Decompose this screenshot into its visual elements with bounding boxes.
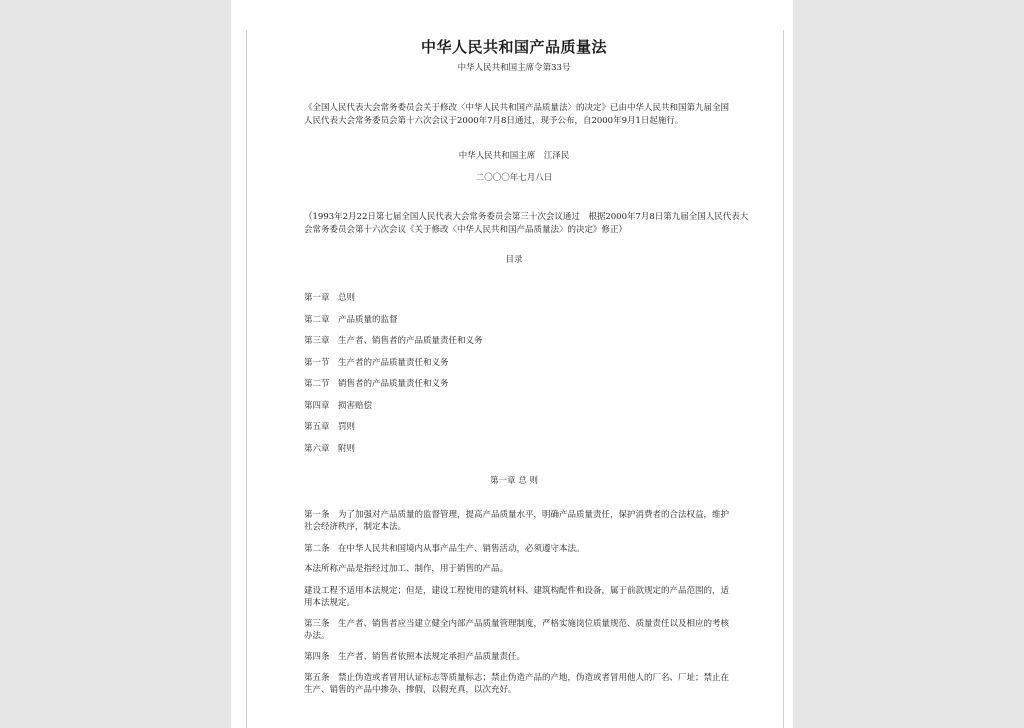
intro-line-2: 人民代表大会常务委员会第十六次会议于2000年7月8日通过，现予公布，自2000年9月1日起施行。 xyxy=(304,116,684,126)
toc-item: 第一章 总则 xyxy=(304,293,356,303)
article-1-line-2: 社会经济秩序，制定本法。 xyxy=(304,522,407,532)
toc-item: 第五章 罚则 xyxy=(304,422,356,432)
toc-item: 第六章 附则 xyxy=(304,444,356,454)
decree-number: 中华人民共和国主席令第33号 xyxy=(457,63,571,73)
article-1-line-1: 第一条 为了加强对产品质量的监督管理，提高产品质量水平，明确产品质量责任，保护消费者的合法权益，维护 xyxy=(304,510,730,520)
toc-item: 第二节 销售者的产品质量责任和义务 xyxy=(304,379,449,389)
toc-item: 第一节 生产者的产品质量责任和义务 xyxy=(304,358,449,368)
sign-date: 二〇〇〇年七月八日 xyxy=(475,173,553,183)
amendment-note-line-1: （1993年2月22日第七届全国人民代表大会常务委员会第三十次会议通过 根据2000年7月8日第九届全国人民代表大 xyxy=(304,212,749,222)
article-3-line-1: 第三条 生产者、销售者应当建立健全内部产品质量管理制度，严格实施岗位质量规范、质量责任以及相应的考核 xyxy=(304,619,730,629)
toc-item: 第三章 生产者、销售者的产品质量责任和义务 xyxy=(304,336,483,346)
article-2-paragraph-3-line-1: 建设工程不适用本法规定；但是，建设工程使用的建筑材料、建筑构配件和设备，属于前款规定的产品范围的，适 xyxy=(304,586,730,596)
article-2-paragraph-3-line-2: 用本法规定。 xyxy=(304,598,356,608)
page-right-border xyxy=(783,30,784,728)
article-5-line-2: 生产、销售的产品中掺杂、掺假，以假充真，以次充好。 xyxy=(304,685,517,695)
page-left-border xyxy=(246,30,247,728)
article-4: 第四条 生产者、销售者依照本法规定承担产品质量责任。 xyxy=(304,652,526,662)
toc-item: 第四章 损害赔偿 xyxy=(304,401,373,411)
signature: 中华人民共和国主席 江泽民 xyxy=(458,151,570,161)
toc-item: 第二章 产品质量的监督 xyxy=(304,315,398,325)
document-title: 中华人民共和国产品质量法 xyxy=(420,38,607,56)
article-2: 第二条 在中华人民共和国境内从事产品生产、销售活动，必须遵守本法。 xyxy=(304,544,585,554)
toc-title: 目录 xyxy=(505,255,523,265)
article-2-paragraph-2: 本法所称产品是指经过加工、制作，用于销售的产品。 xyxy=(304,564,509,574)
article-5-line-1: 第五条 禁止伪造或者冒用认证标志等质量标志；禁止伪造产品的产地，伪造或者冒用他人的厂名、厂址；禁止在 xyxy=(304,673,730,683)
article-3-line-2: 办法。 xyxy=(304,631,330,641)
chapter-1-heading: 第一章 总 则 xyxy=(490,476,538,486)
intro-line-1: 《全国人民代表大会常务委员会关于修改〈中华人民共和国产品质量法〉的决定》已由中华人民共和国第九届全国 xyxy=(304,103,730,113)
amendment-note-line-2: 会常务委员会第十六次会议《关于修改〈中华人民共和国产品质量法〉的决定》修正） xyxy=(304,225,628,235)
